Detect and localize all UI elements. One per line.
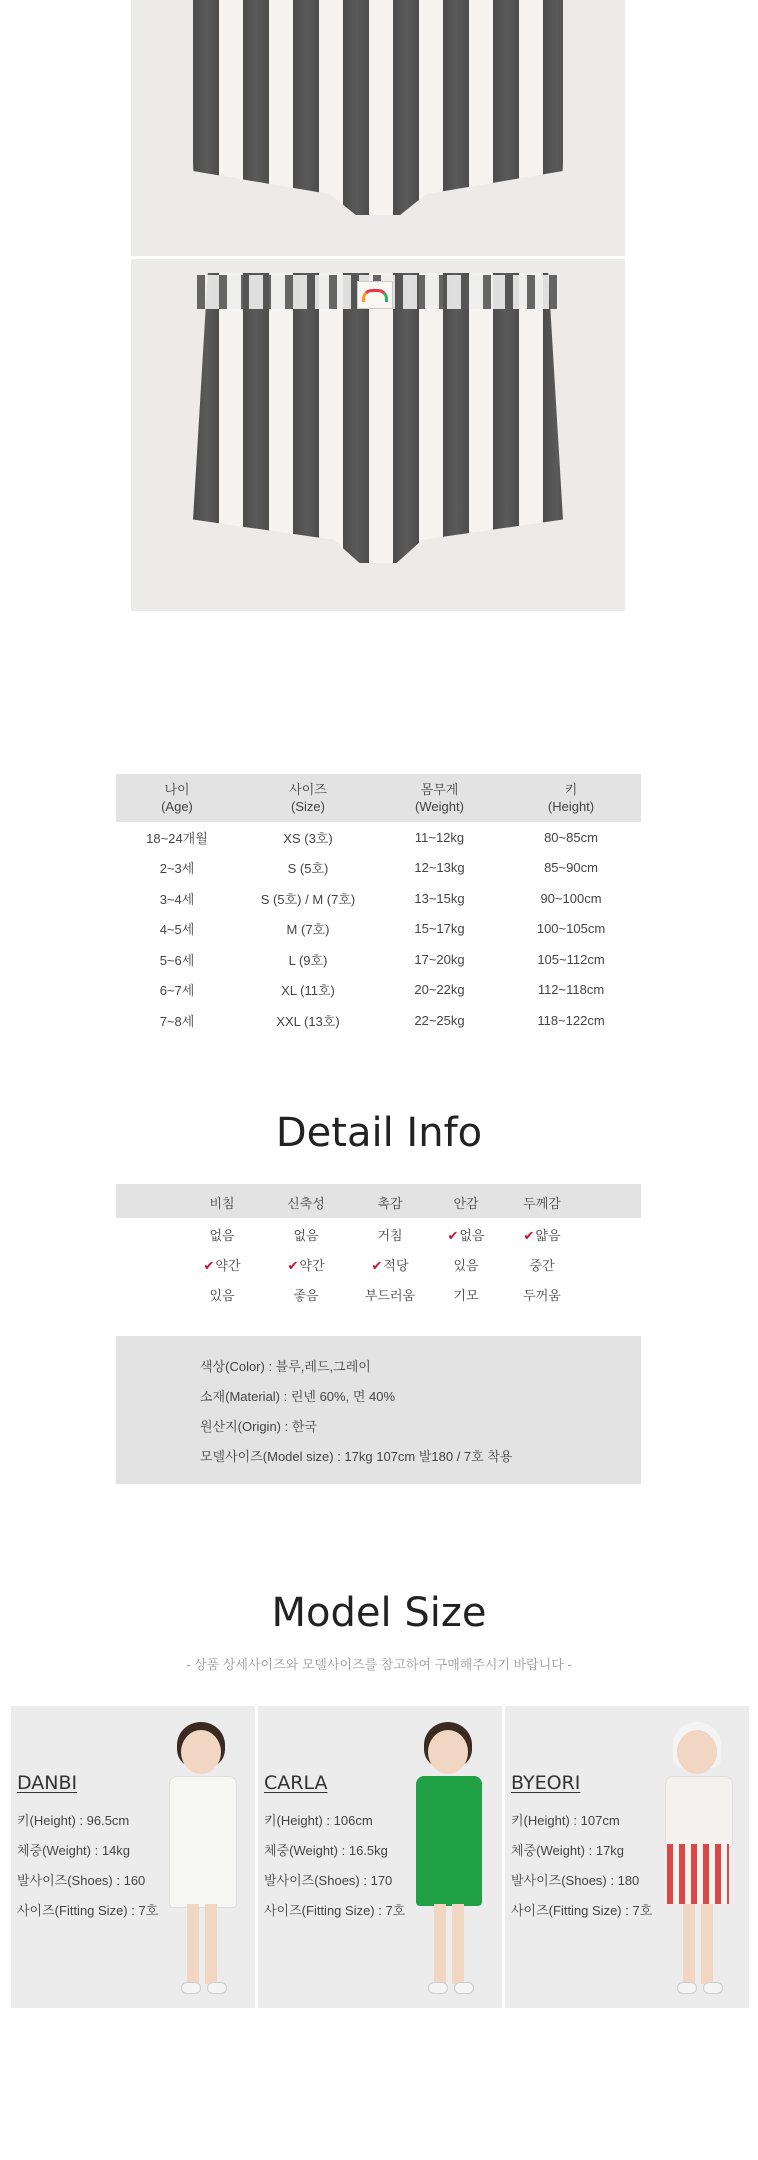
size-chart-header-weight: 몸무게 (Weight) — [378, 774, 501, 822]
detail-option-selected: ✔얇음 — [523, 1228, 561, 1243]
model-card-carla — [258, 1706, 502, 2008]
table-cell: XXL (13호) — [276, 1013, 340, 1029]
model-photo — [653, 1714, 745, 2004]
model-name: BYEORI — [511, 1772, 581, 1794]
detail-option-selected: ✔약간 — [203, 1258, 241, 1273]
detail-option: 부드러움 — [364, 1288, 416, 1303]
table-cell: M (7호) — [286, 922, 330, 938]
table-row — [116, 944, 641, 975]
model-shoes: 발사이즈(Shoes) : 170 — [264, 1873, 393, 1888]
model-card-byeori — [505, 1706, 749, 2008]
model-card-danbi — [11, 1706, 255, 2008]
model-weight: 체중(Weight) : 16.5kg — [264, 1843, 388, 1858]
detail-option: 없음 — [209, 1228, 235, 1243]
model-fitting-size: 사이즈(Fitting Size) : 7호 — [264, 1903, 406, 1918]
detail-option: 좋음 — [293, 1288, 319, 1303]
model-height: 키(Height) : 106cm — [264, 1813, 373, 1828]
detail-option: 중간 — [529, 1258, 555, 1273]
table-cell: 18~24개월 — [146, 830, 208, 846]
model-height: 키(Height) : 107cm — [511, 1813, 620, 1828]
striped-shorts-image — [193, 273, 563, 563]
striped-shorts-image — [193, 0, 563, 222]
size-chart-header-row — [116, 774, 641, 822]
detail-option: 거침 — [377, 1228, 403, 1243]
spec-origin: 원산지(Origin) : 한국 — [200, 1419, 317, 1434]
model-weight: 체중(Weight) : 17kg — [511, 1843, 625, 1858]
detail-option-selected: ✔없음 — [447, 1228, 485, 1243]
table-row — [116, 1005, 641, 1036]
model-shoes: 발사이즈(Shoes) : 180 — [511, 1873, 640, 1888]
detail-option: 있음 — [209, 1288, 235, 1303]
table-row — [116, 853, 641, 884]
product-spec-box — [116, 1336, 641, 1484]
table-cell: 12~13kg — [414, 860, 465, 876]
table-cell: 118~122cm — [537, 1012, 605, 1028]
product-photo-front — [131, 0, 625, 256]
table-cell: S (5호) — [287, 861, 329, 877]
table-cell: 2~3세 — [159, 861, 195, 877]
detail-option-selected: ✔약간 — [287, 1258, 325, 1273]
spec-color: 색상(Color) : 블루,레드,그레이 — [200, 1359, 371, 1374]
detail-option: 없음 — [293, 1228, 319, 1243]
detail-header-stretch: 신축성 — [287, 1196, 325, 1211]
check-icon: ✔ — [447, 1228, 459, 1243]
table-cell: 20~22kg — [414, 982, 465, 998]
model-height: 키(Height) : 96.5cm — [17, 1813, 130, 1828]
table-row — [116, 975, 641, 1006]
table-row — [116, 914, 641, 945]
detail-info-title: Detail Info — [275, 1110, 483, 1156]
table-cell: 90~100cm — [540, 890, 602, 906]
model-fitting-size: 사이즈(Fitting Size) : 7호 — [17, 1903, 159, 1918]
check-icon: ✔ — [203, 1258, 215, 1273]
table-cell: 3~4세 — [159, 891, 195, 907]
table-cell: XS (3호) — [283, 830, 333, 846]
detail-option: 두꺼움 — [523, 1288, 561, 1303]
check-icon: ✔ — [523, 1228, 535, 1243]
check-icon: ✔ — [287, 1258, 299, 1273]
spec-model-size: 모델사이즈(Model size) : 17kg 107cm 발180 / 7호 착용 — [200, 1449, 513, 1464]
check-icon: ✔ — [371, 1258, 383, 1273]
detail-info-header-row — [116, 1184, 641, 1218]
product-photo-back — [131, 259, 625, 611]
size-chart-header-size: 사이즈 (Size) — [238, 774, 378, 822]
table-cell: 7~8세 — [159, 1013, 195, 1029]
table-row — [116, 822, 641, 853]
table-cell: 11~12kg — [414, 829, 465, 845]
model-weight: 체중(Weight) : 14kg — [17, 1843, 131, 1858]
model-size-subtitle: - 상품 상세사이즈와 모델사이즈를 참고하여 구매해주시기 바랍니다 - — [186, 1657, 572, 1672]
table-cell: 85~90cm — [544, 860, 598, 876]
model-name: DANBI — [17, 1772, 78, 1794]
rainbow-label-icon — [357, 281, 393, 309]
table-cell: 100~105cm — [536, 921, 606, 937]
detail-header-lining: 안감 — [453, 1196, 479, 1211]
table-cell: 4~5세 — [159, 922, 195, 938]
detail-option: 기모 — [453, 1288, 479, 1303]
model-shoes: 발사이즈(Shoes) : 160 — [17, 1873, 146, 1888]
table-cell: 105~112cm — [537, 951, 605, 967]
model-size-title: Model Size — [271, 1590, 487, 1636]
table-cell: 5~6세 — [159, 952, 195, 968]
table-cell: 22~25kg — [414, 1012, 465, 1028]
spec-material: 소재(Material) : 린넨 60%, 면 40% — [200, 1389, 396, 1404]
size-chart-table — [116, 774, 641, 1036]
detail-header-texture: 촉감 — [377, 1196, 403, 1211]
model-photo — [404, 1714, 496, 2004]
detail-option: 있음 — [453, 1258, 479, 1273]
table-cell: S (5호) / M (7호) — [260, 891, 356, 907]
table-cell: 17~20kg — [414, 951, 465, 967]
table-cell: 112~118cm — [537, 982, 605, 998]
model-name: CARLA — [264, 1772, 328, 1794]
table-cell: XL (11호) — [281, 983, 335, 999]
model-fitting-size: 사이즈(Fitting Size) : 7호 — [511, 1903, 653, 1918]
model-photo — [157, 1714, 249, 2004]
table-cell: 15~17kg — [414, 921, 465, 937]
size-chart-header-height: 키 (Height) — [501, 774, 641, 822]
detail-header-thickness: 두께감 — [523, 1196, 561, 1211]
table-cell: L (9호) — [288, 952, 328, 968]
table-cell: 6~7세 — [159, 983, 195, 999]
size-chart-header-age: 나이 (Age) — [116, 774, 238, 822]
table-row — [116, 883, 641, 914]
table-cell: 80~85cm — [544, 829, 598, 845]
table-cell: 13~15kg — [414, 890, 465, 906]
detail-header-sheer: 비침 — [209, 1196, 235, 1211]
detail-option-selected: ✔적당 — [371, 1258, 409, 1273]
